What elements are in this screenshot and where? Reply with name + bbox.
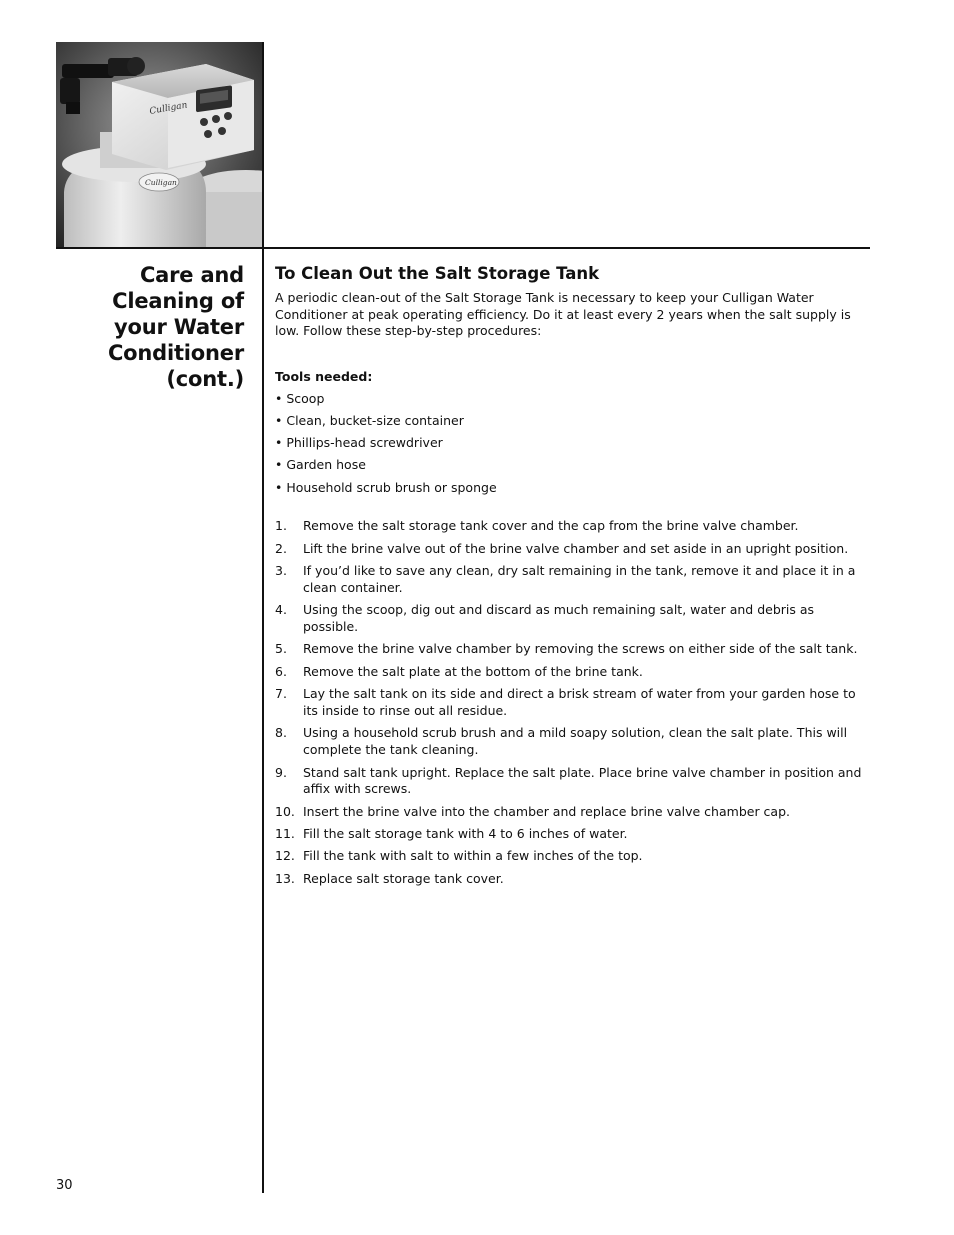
step-item xyxy=(275,686,865,720)
step-text: Lift the brine valve out of the brine valve chamber and set aside in an upright position. xyxy=(303,540,849,556)
brand-logo-box: Culligan xyxy=(148,100,189,117)
product-photo xyxy=(56,42,262,248)
step-text: Using the scoop, dig out and discard as much remaining salt, water and debris as possible. xyxy=(303,602,815,634)
step-text: Lay the salt tank on its side and direct a brisk stream of water from your garden hose to its inside to rinse out all residue. xyxy=(303,686,856,718)
tool-item: • Scoop xyxy=(275,390,325,406)
step-number: 9. xyxy=(275,764,287,780)
step-text: Remove the salt storage tank cover and the cap from the brine valve chamber. xyxy=(303,518,799,534)
step-item xyxy=(275,848,865,865)
step-text: Stand salt tank upright. Replace the salt plate. Place brine valve chamber in position and affix with screws. xyxy=(303,764,862,797)
step-text: Fill the salt storage tank with 4 to 6 inches of water. xyxy=(303,826,628,842)
step-text: Remove the brine valve chamber by removing the screws on either side of the salt tank. xyxy=(303,641,858,657)
tool-item: • Garden hose xyxy=(275,457,366,473)
step-number: 3. xyxy=(275,562,287,578)
main-content xyxy=(275,263,865,893)
step-number: 11. xyxy=(275,826,295,842)
step-number: 1. xyxy=(275,518,287,534)
steps-list xyxy=(275,518,865,887)
step-number: 5. xyxy=(275,641,287,657)
brand-logo-tank: Culligan xyxy=(145,178,177,187)
step-item xyxy=(275,518,865,535)
step-number: 13. xyxy=(275,870,295,886)
sidebar-title xyxy=(56,262,244,392)
page-number: 30 xyxy=(56,1178,73,1193)
tool-item: • Household scrub brush or sponge xyxy=(275,479,497,495)
header-divider-horizontal xyxy=(56,247,870,249)
step-number: 4. xyxy=(275,602,287,618)
step-number: 10. xyxy=(275,803,295,819)
step-number: 7. xyxy=(275,686,287,702)
sidebar-title-line: (cont.) xyxy=(166,367,244,391)
tool-item: • Clean, bucket-size container xyxy=(275,412,464,428)
intro-paragraph: A periodic clean-out of the Salt Storage Tank is necessary to keep your Culligan Water Conditioner at peak operating efficiency. Do it at least every 2 years when the salt supply is low. Follow these step-by-step procedures: xyxy=(275,290,851,338)
step-text: Fill the tank with salt to within a few inches of the top. xyxy=(303,848,643,864)
sidebar-title-line: Care and xyxy=(139,263,244,287)
step-number: 6. xyxy=(275,663,287,679)
tools-list xyxy=(275,391,865,497)
step-item xyxy=(275,664,865,681)
step-item xyxy=(275,602,865,636)
step-number: 8. xyxy=(275,725,287,741)
step-number: 2. xyxy=(275,540,287,556)
step-item xyxy=(275,871,865,888)
step-text: Replace salt storage tank cover. xyxy=(303,870,504,886)
sidebar-title-line: Cleaning of xyxy=(112,289,244,313)
sidebar-title-line: Conditioner xyxy=(107,341,244,365)
step-item xyxy=(275,765,865,799)
step-item xyxy=(275,541,865,558)
step-number: 12. xyxy=(275,848,295,864)
step-item xyxy=(275,563,865,597)
step-text: Remove the salt plate at the bottom of the brine tank. xyxy=(303,663,643,679)
step-item xyxy=(275,804,865,821)
step-text: Insert the brine valve into the chamber and replace brine valve chamber cap. xyxy=(303,803,790,819)
tool-item: • Phillips-head screwdriver xyxy=(275,435,443,451)
step-item xyxy=(275,826,865,843)
step-item xyxy=(275,725,865,759)
section-title: To Clean Out the Salt Storage Tank xyxy=(275,264,600,283)
tools-heading: Tools needed: xyxy=(275,368,373,384)
water-conditioner-illustration xyxy=(56,42,262,248)
column-divider-vertical xyxy=(262,42,264,1193)
sidebar-title-line: your Water xyxy=(114,315,244,339)
step-item xyxy=(275,641,865,658)
step-text: If you’d like to save any clean, dry salt remaining in the tank, remove it and place it in a clean container. xyxy=(303,562,856,595)
step-text: Using a household scrub brush and a mild soapy solution, clean the salt plate. This will complete the tank cleaning. xyxy=(303,725,848,758)
